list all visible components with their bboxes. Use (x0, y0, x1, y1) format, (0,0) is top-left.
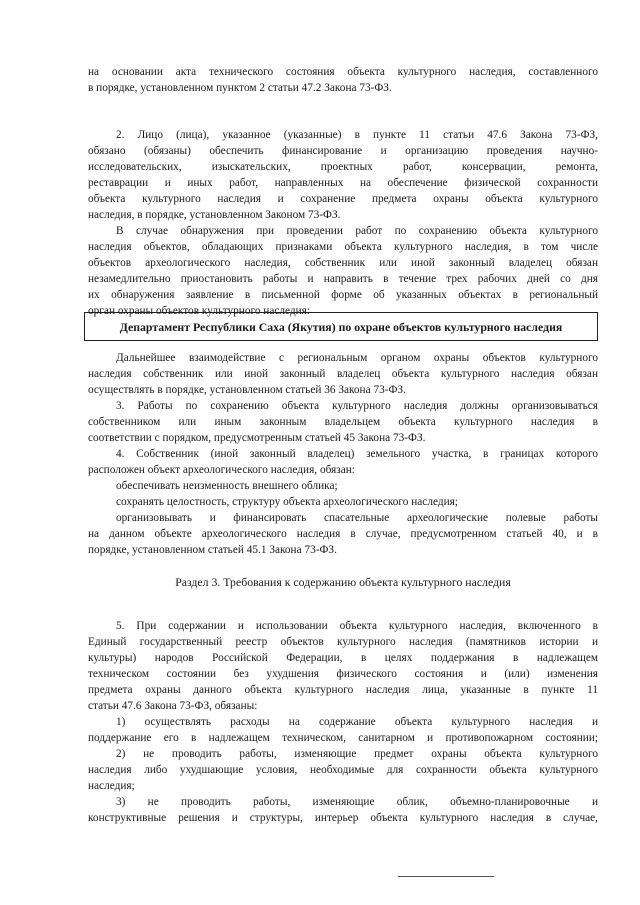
text-line: реставрации и иных работ, направленных на обеспечение физической сохранности (88, 177, 598, 189)
text-line: Дальнейшее взаимодействие с региональным органом охраны объектов культурного (116, 352, 598, 364)
text-line: порядке, установленном статьей 45.1 Закона 73-ФЗ. (88, 544, 337, 556)
authority-name: Департамент Республики Саха (Якутия) по охране объектов культурного наследия (119, 320, 563, 334)
text-line: статьи 47.6 Закона 73-ФЗ, обязаны: (88, 700, 258, 712)
section-heading: Раздел 3. Требования к содержанию объекта культурного наследия (175, 575, 511, 589)
text-line: 2) не проводить работы, изменяющие предмет охраны объекта культурного (116, 748, 598, 760)
text-line: В случае обнаружения при проведении работ по сохранению объекта культурного (116, 225, 598, 237)
text-line: соответствии с порядком, предусмотренным статьей 45 Закона 73-ФЗ. (88, 432, 426, 444)
text-line: их обнаружения заявление в письменной форме об указанных объектах в региональный (88, 289, 598, 301)
text-line: в порядке, установленном пунктом 2 статьи 47.2 Закона 73-ФЗ. (88, 82, 392, 94)
text-line: на данном объекте археологического наследия в случае, предусмотренном статьей 40, и в (88, 528, 598, 540)
text-line: техническом состоянии без ухудшения физического состояния и (или) изменения (88, 668, 598, 680)
text-line: осуществлять в порядке, установленном статьей 36 Закона 73-ФЗ. (88, 384, 406, 396)
text-line: наследия, в порядке, установленном Законом 73-ФЗ. (88, 209, 341, 221)
text-line: Единый государственный реестр объектов культурного наследия (памятников истории и (88, 636, 598, 648)
text-line: организовывать и финансировать спасательные археологические полевые работы (116, 512, 598, 524)
text-line: объектов археологического наследия, собственник или иной законный владелец обязан (88, 257, 598, 269)
text-line: 3) не проводить работы, изменяющие облик, объемно-планировочные и (116, 796, 598, 808)
text-line: 4. Собственник (иной законный владелец) земельного участка, в границах которого (116, 448, 598, 460)
text-line: 3. Работы по сохранению объекта культурного наследия должны организовываться (116, 400, 598, 412)
text-line: наследия либо ухудшающие условия, необходимые для сохранности объекта культурного (88, 764, 598, 776)
text-line: сохранять целостность, структуру объекта археологического наследия; (116, 496, 458, 508)
text-line: исследовательских, изыскательских, проектных работ, консервации, ремонта, (88, 161, 598, 173)
footer-rule (398, 876, 494, 877)
text-line: наследия собственник или иной законный владелец объекта культурного наследия обязан (88, 368, 598, 380)
authority-box (84, 312, 598, 341)
text-line: 1) осуществлять расходы на содержание объекта культурного наследия и (116, 716, 598, 728)
text-line: объекта культурного наследия и сохранение предмета охраны объекта культурного (88, 193, 598, 205)
text-line: незамедлительно приостановить работы и направить в течение трех рабочих дней со дня (88, 273, 598, 285)
text-line: 5. При содержании и использовании объекта культурного наследия, включенного в (116, 620, 598, 632)
text-line: культуры) народов Российской Федерации, в целях поддержания в надлежащем (88, 652, 598, 664)
text-line: конструктивные решения и структуры, интерьер объекта культурного наследия в случае, (88, 812, 598, 824)
text-line: 2. Лицо (лица), указанное (указанные) в пункте 11 статьи 47.6 Закона 73-ФЗ, (116, 129, 598, 141)
text-line: на основании акта технического состояния объекта культурного наследия, составленного (88, 66, 598, 78)
text-line: наследия; (88, 780, 135, 792)
text-line: обязано (обязаны) обеспечить финансирование и организацию проведения научно- (88, 145, 598, 157)
text-line: орган охраны объектов культурного наследия: (88, 305, 311, 317)
text-line: предмета охраны данного объекта культурного наследия лица, указанные в пункте 11 (88, 684, 598, 696)
text-line: наследия объектов, обладающих признаками объекта культурного наследия, в том числе (88, 241, 598, 253)
text-line: собственником или иным законным владельцем объекта культурного наследия в (88, 416, 598, 428)
text-line: расположен объект археологического наследия, обязан: (88, 464, 355, 476)
text-line: обеспечивать неизменность внешнего облика; (116, 480, 338, 492)
text-line: поддержание его в надлежащем техническом, санитарном и противопожарном состоянии; (88, 732, 598, 744)
